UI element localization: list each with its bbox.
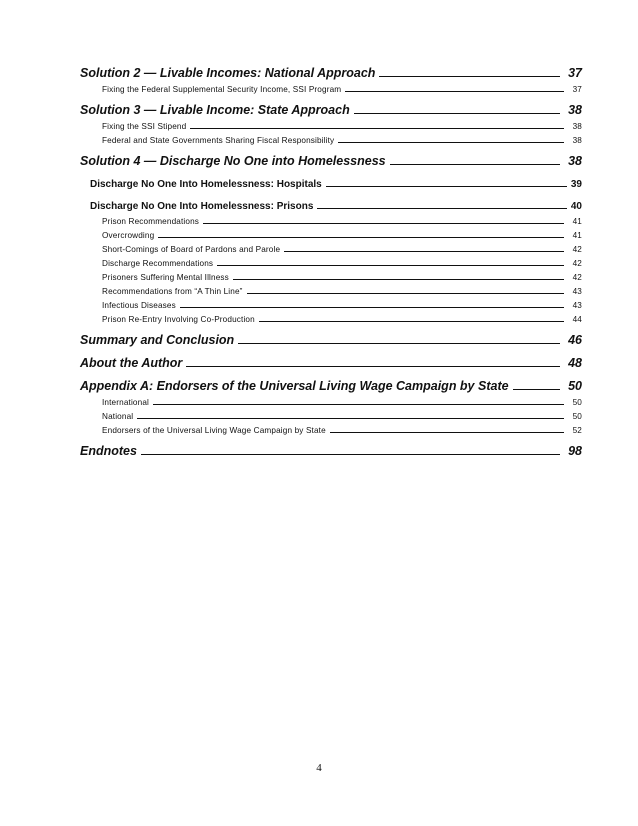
- toc-leader: [330, 432, 564, 433]
- toc-entry[interactable]: [102, 259, 582, 268]
- toc-entry-page: 41: [572, 217, 582, 226]
- toc-entry[interactable]: [80, 66, 582, 80]
- toc-entry-page: 41: [572, 231, 582, 240]
- toc-entry-page: 42: [572, 273, 582, 282]
- toc-leader: [284, 251, 564, 252]
- toc-entry-page: 44: [572, 315, 582, 324]
- toc-entry-page: 40: [570, 201, 582, 212]
- toc-entry-page: 43: [572, 301, 582, 310]
- toc-leader: [326, 186, 567, 187]
- toc-leader: [203, 223, 564, 224]
- toc-entry-page: 38: [572, 136, 582, 145]
- toc-entry-title: Infectious Diseases: [102, 301, 176, 310]
- toc-entry-title: Federal and State Governments Sharing Fiscal Responsibility: [102, 136, 335, 145]
- toc-entry-page: 98: [568, 444, 582, 458]
- toc-entry-title: Prison Recommendations: [102, 217, 200, 226]
- toc-leader: [390, 164, 560, 165]
- toc-entry-title: Recommendations from “A Thin Line”: [102, 287, 243, 296]
- toc-entry[interactable]: [102, 287, 582, 296]
- toc-entry[interactable]: [80, 356, 582, 370]
- toc-entry[interactable]: [102, 426, 582, 435]
- toc-entry-page: 50: [568, 379, 582, 393]
- toc-entry-title: Fixing the Federal Supplemental Security Income, SSI Program: [102, 85, 342, 94]
- toc-entry-title: Discharge Recommendations: [102, 259, 214, 268]
- toc-entry-page: 38: [568, 154, 582, 168]
- toc-entry-page: 39: [570, 179, 582, 190]
- toc-leader: [354, 113, 560, 114]
- toc-entry-title: Short-Comings of Board of Pardons and Parole: [102, 245, 281, 254]
- toc-leader: [141, 454, 560, 455]
- toc-leader: [233, 279, 564, 280]
- toc-entry[interactable]: [102, 245, 582, 254]
- toc-entry-title: Discharge No One Into Homelessness: Hospitals: [90, 179, 322, 190]
- toc-entry-page: 38: [568, 103, 582, 117]
- toc-entry-title: Solution 3 — Livable Income: State Approach: [80, 103, 350, 117]
- toc-entry-page: 42: [572, 245, 582, 254]
- toc-entry-page: 48: [568, 356, 582, 370]
- toc-entry[interactable]: [102, 231, 582, 240]
- toc-leader: [345, 91, 564, 92]
- toc-entry[interactable]: [80, 379, 582, 393]
- toc-leader: [153, 404, 564, 405]
- toc-entry[interactable]: [90, 179, 582, 190]
- toc-entry[interactable]: [102, 301, 582, 310]
- toc-entry-page: 38: [572, 122, 582, 131]
- toc-entry-title: Prison Re-Entry Involving Co-Production: [102, 315, 255, 324]
- toc-entry-title: Fixing the SSI Stipend: [102, 122, 187, 131]
- toc-entry[interactable]: [80, 103, 582, 117]
- toc-entry[interactable]: [102, 122, 582, 131]
- toc-leader: [259, 321, 564, 322]
- toc-leader: [513, 389, 560, 390]
- toc-entry[interactable]: [102, 315, 582, 324]
- toc-entry[interactable]: [90, 201, 582, 212]
- toc-entry[interactable]: [102, 136, 582, 145]
- toc-leader: [238, 343, 560, 344]
- toc-leader: [137, 418, 564, 419]
- toc-entry-title: Appendix A: Endorsers of the Universal Living Wage Campaign by State: [80, 379, 509, 393]
- toc-leader: [180, 307, 564, 308]
- toc-leader: [338, 142, 564, 143]
- toc-leader: [158, 237, 564, 238]
- toc-entry-title: Solution 2 — Livable Incomes: National Approach: [80, 66, 376, 80]
- toc-entry-title: Overcrowding: [102, 231, 155, 240]
- toc-entry[interactable]: [80, 154, 582, 168]
- toc-entry-title: About the Author: [80, 356, 183, 370]
- toc-entry-title: Endorsers of the Universal Living Wage Campaign by State: [102, 426, 326, 435]
- toc-entry[interactable]: [80, 444, 582, 458]
- toc-entry[interactable]: [102, 273, 582, 282]
- page-number: 4: [316, 762, 322, 774]
- toc-entry-page: 37: [572, 85, 582, 94]
- toc-entry-title: National: [102, 412, 134, 421]
- toc-entry-page: 52: [572, 426, 582, 435]
- toc-leader: [190, 128, 564, 129]
- toc-entry-page: 37: [568, 66, 582, 80]
- toc-entry-title: International: [102, 398, 150, 407]
- toc-entry-title: Discharge No One Into Homelessness: Prisons: [90, 201, 314, 212]
- toc-entry-page: 50: [572, 398, 582, 407]
- toc-entry-title: Summary and Conclusion: [80, 333, 235, 347]
- toc-leader: [247, 293, 564, 294]
- toc-entry[interactable]: [102, 398, 582, 407]
- toc-entry[interactable]: [102, 217, 582, 226]
- toc-leader: [317, 208, 567, 209]
- toc-entry[interactable]: [102, 412, 582, 421]
- toc-entry[interactable]: [80, 333, 582, 347]
- toc-entry-page: 43: [572, 287, 582, 296]
- toc-entry-page: 46: [568, 333, 582, 347]
- toc-entry-page: 50: [572, 412, 582, 421]
- toc-leader: [379, 76, 560, 77]
- toc-leader: [186, 366, 560, 367]
- toc-leader: [217, 265, 564, 266]
- toc-entry-page: 42: [572, 259, 582, 268]
- table-of-contents: [80, 66, 582, 458]
- toc-entry-title: Endnotes: [80, 444, 137, 458]
- toc-entry[interactable]: [102, 85, 582, 94]
- toc-entry-title: Solution 4 — Discharge No One into Homelessness: [80, 154, 386, 168]
- toc-entry-title: Prisoners Suffering Mental Illness: [102, 273, 229, 282]
